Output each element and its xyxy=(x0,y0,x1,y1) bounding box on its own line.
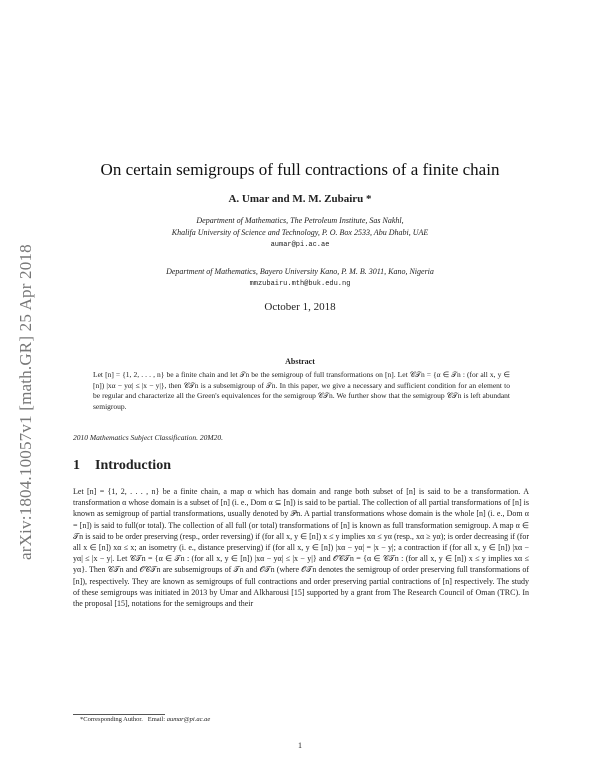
footnote xyxy=(80,716,210,723)
footnote-label: *Corresponding Author. xyxy=(80,716,143,723)
arxiv-identifier: arXiv:1804.10057v1 [math.GR] 25 Apr 2018 xyxy=(16,244,35,560)
footnote-email-label: Email: xyxy=(147,716,166,723)
introduction-paragraph: Let [n] = {1, 2, . . . , n} be a finite chain, a map α which has domain and range both subset of [n] is said to be a transformation. A transformation α whose domain is a subset of [n] (i. e., Dom α ⊆ [n]) is said to be partial. The collection of all partial transformations of [n] is known as semigroup of partial transformations, usually denoted by 𝒫n. A partial transformations whose domain is the whole [n] (i. e., Dom α = [n]) is said to full(or total). The collection of all full (or total) transformations of [n] is known as full transformation semigroup. A map α ∈ 𝒯n is said to be order preserving (resp., order reversing) if (for all x, y ∈ [n]) x ≤ y implies xα ≤ yα (resp., xα ≥ yα); is order decreasing if (for all x ∈ [n]) xα ≤ x; an isometry (i. e., distance preserving) if (for all x, y ∈ [n]) |xα − yα| = |x − y|; a contraction if (for all x, y ∈ [n]) |xα − yα| ≤ |x − y|. Let 𝒞𝒯n = {α ∈ 𝒯n : (for all x, y ∈ [n]) |xα − yα| ≤ |x − y|} and 𝒪𝒞𝒯n = {α ∈ 𝒞𝒯n : (for all x, y ∈ [n]) x ≤ y implies xα ≤ yα}. Then 𝒞𝒯n and 𝒪𝒞𝒯n are subsemigroups of 𝒯n and 𝒪𝒯n (where 𝒪𝒯n denotes the semigroup of order preserving full transformations of [n]), respectively. They are known as semigroups of full contractions and order preserving partial contractions of [n] respectively. The study of these semigroups was initiated in 2013 by Umar and Alkharousi [15] supported by a grant from The Research Council of Oman (TRC). In the proposal [15], notations for the semigroups and their xyxy=(73,487,529,609)
msc-text: 2010 Mathematics Subject Classification. 20M20. xyxy=(73,433,223,442)
email-1: aumar@pi.ac.ae xyxy=(270,241,330,249)
affiliation-1-line-2: Khalifa University of Science and Technology, P. O. Box 2533, Abu Dhabi, UAE xyxy=(171,228,429,237)
abstract-text: Let [n] = {1, 2, . . . , n} be a finite chain and let 𝒯n be the semigroup of full transformations on [n]. Let 𝒞𝒯n = {α ∈ 𝒯n : (for all x, y ∈ [n]) |xα − yα| ≤ |x − y|}, then 𝒞𝒯n is a subsemigroup of 𝒯n. In this paper, we give a necessary and sufficient condition for an element to be regular and characterize all the Green's equivalences for the semigroup 𝒞𝒯n. We further show that the semigroup 𝒞𝒯n is left abundant semigroup. xyxy=(93,370,510,411)
section-heading xyxy=(73,458,171,474)
affiliation-1-line-1: Department of Mathematics, The Petroleum Institute, Sas Nakhl, xyxy=(196,216,404,225)
section-number: 1 xyxy=(73,458,80,473)
email-2: mmzubairu.mth@buk.edu.ng xyxy=(249,280,351,288)
footnote-email: aumar@pi.ac.ae xyxy=(166,716,211,723)
paper-title: On certain semigroups of full contractions of a finite chain xyxy=(100,160,500,179)
page-number: 1 xyxy=(298,741,302,750)
affiliation-2: Department of Mathematics, Bayero University Kano, P. M. B. 3011, Kano, Nigeria xyxy=(166,267,434,276)
authors: A. Umar and M. M. Zubairu * xyxy=(228,193,372,205)
section-title: Introduction xyxy=(95,458,171,473)
abstract-heading: Abstract xyxy=(285,357,315,366)
date: October 1, 2018 xyxy=(264,301,336,313)
msc-classification xyxy=(73,433,533,442)
footnote-rule xyxy=(73,714,165,715)
